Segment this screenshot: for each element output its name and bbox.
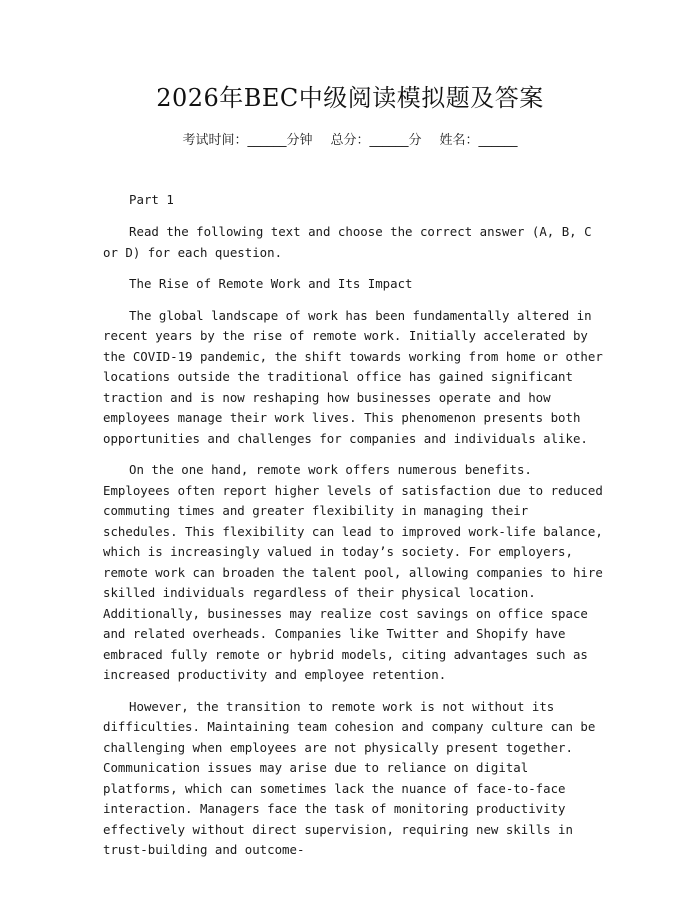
passage-title: The Rise of Remote Work and Its Impact xyxy=(129,276,413,291)
passage-paragraph: On the one hand, remote work offers numerous benefits. Employees often report higher levels of satisfaction due to reduced commuting times and greater flexibility in managing their schedules. This flexibility can lead to improved work-life balance, which is increasingly valued in today’s society. For employers, remote work can broaden the talent pool, allowing companies to hire skilled individuals regardless of their physical location. Additionally, businesses may realize cost savings on office space and related overheads. Companies like Twitter and Shopify have embraced fully remote or hybrid models, citing advantages such as increased productivity and employee retention. xyxy=(103,462,603,682)
passage-paragraph: The global landscape of work has been fundamentally altered in recent years by the rise of remote work. Initially accelerated by the COVID-19 pandemic, the shift towards working from home or other locations outside the traditional office has gained significant traction and is now reshaping how businesses operate and how employees manage their work lives. This phenomenon presents both opportunities and challenges for companies and individuals alike. xyxy=(103,307,603,446)
document-title: 2026年BEC中级阅读模拟题及答案 xyxy=(156,84,544,112)
exam-name-label: 姓名：______ xyxy=(439,133,518,148)
document-body xyxy=(103,190,603,872)
exam-score-label: 总分：______分 xyxy=(330,133,422,148)
passage-paragraph: However, the transition to remote work is not without its difficulties. Maintaining team cohesion and company culture can be challenging when employees are not physically present together. Communication issues may arise due to reliance on digital platforms, which can sometimes lack the nuance of face-to-face interaction. Managers face the task of monitoring productivity effectively without direct supervision, requiring new skills in trust-building and outcome- xyxy=(103,698,596,857)
instructions-paragraph: Read the following text and choose the correct answer (A, B, C or D) for each question. xyxy=(103,224,592,260)
exam-time-label: 考试时间：______分钟 xyxy=(182,133,313,148)
exam-meta xyxy=(0,131,700,151)
part-heading: Part 1 xyxy=(129,192,174,207)
